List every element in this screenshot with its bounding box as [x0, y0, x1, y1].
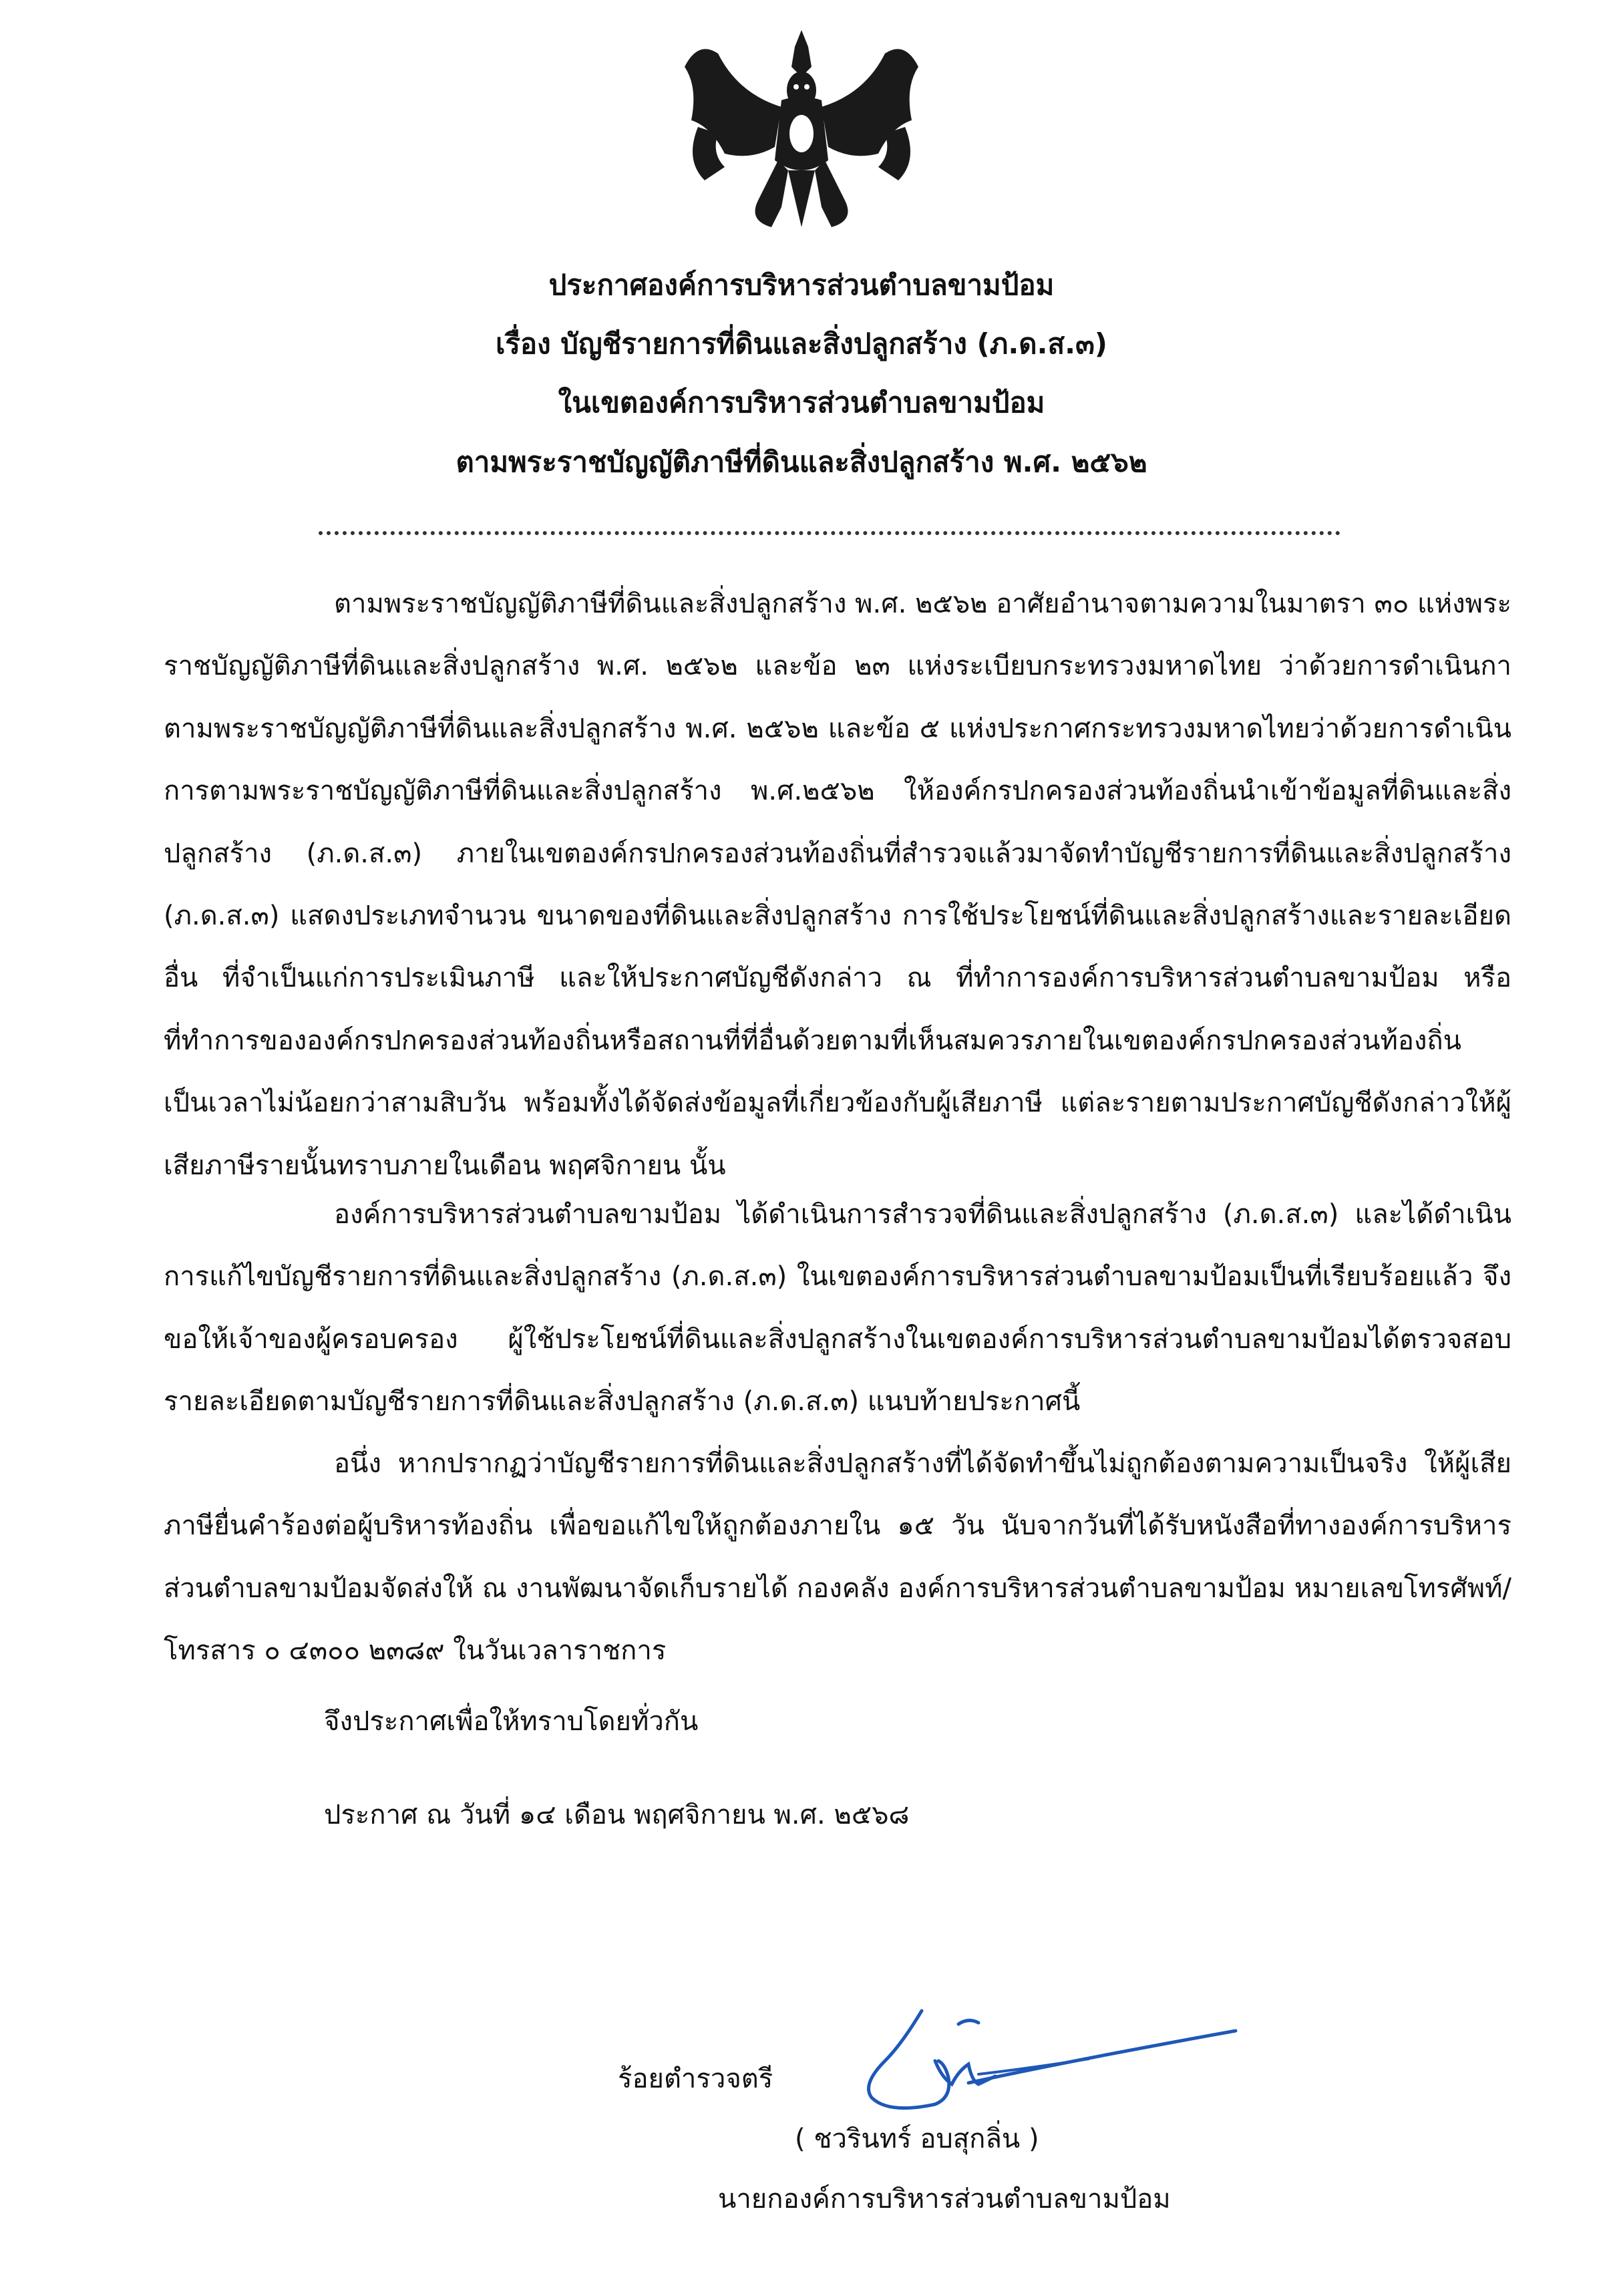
garuda-emblem — [671, 27, 932, 234]
separator-dotted-line — [319, 531, 1340, 535]
signature — [835, 1997, 1242, 2124]
body-paragraph-1: ตามพระราชบัญญัติภาษีที่ดินและสิ่งปลูกสร้าง พ.ศ. ๒๕๖๒ อาศัยอำนาจตามความในมาตรา ๓๐ แห่งพระราชบัญญัติภาษีที่ดินและสิ่งปลูกสร้าง พ.ศ. ๒๕๖๒ และข้อ ๒๓ แห่งระเบียบกระทรวงมหาดไทย ว่าด้วยการดำเนินกาตามพระราชบัญญัติภาษีที่ดินและสิ่งปลูกสร้าง พ.ศ. ๒๕๖๒ และข้อ ๕ แห่งประกาศกระทรวงมหาดไทยว่าด้วยการดำเนินการตามพระราชบัญญัติภาษีที่ดินและสิ่งปลูกสร้าง พ.ศ.๒๕๖๒ ให้องค์กรปกครองส่วนท้องถิ่นนำเข้าข้อมูลที่ดินและสิ่งปลูกสร้าง (ภ.ด.ส.๓) ภายในเขตองค์กรปกครองส่วนท้องถิ่นที่สำรวจแล้วมาจัดทำบัญชีรายการที่ดินและสิ่งปลูกสร้าง (ภ.ด.ส.๓) แสดงประเภทจำนวน ขนาดของที่ดินและสิ่งปลูกสร้าง การใช้ประโยชน์ที่ดินและสิ่งปลูกสร้างและรายละเอียดอื่น ที่จำเป็นแก่การประเมินภาษี และให้ประกาศบัญชีดังกล่าว ณ ที่ทำการองค์การบริหารส่วนตำบลขามป้อม หรือที่ทำการขององค์กรปกครองส่วนท้องถิ่นหรือสถานที่ที่อื่นด้วยตามที่เห็นสมควรภายในเขตองค์กรปกครองส่วนท้องถิ่น เป็นเวลาไม่น้อยกว่าสามสิบวัน พร้อมทั้งได้จัดส่งข้อมูลที่เกี่ยวข้องกับผู้เสียภาษี แต่ละรายตามประกาศบัญชีดังกล่าวให้ผู้เสียภาษีรายนั้นทราบภายในเดือน พฤศจิกายน นั้น — [164, 589, 1511, 1181]
announcement-subject: เรื่อง บัญชีรายการที่ดินและสิ่งปลูกสร้าง (ภ.ด.ส.๓) — [495, 327, 1108, 360]
announcement-legal-basis: ตามพระราชบัญญัติภาษีที่ดินและสิ่งปลูกสร้าง พ.ศ. ๒๕๖๒ — [456, 446, 1147, 478]
signatory-position: นายกองค์การบริหารส่วนตำบลขามป้อม — [718, 2184, 1171, 2215]
closing-statement: จึงประกาศเพื่อให้ทราบโดยทั่วกัน — [324, 1706, 699, 1737]
announcement-date: ประกาศ ณ วันที่ ๑๔ เดือน พฤศจิกายน พ.ศ. ๒๕๖๘ — [324, 1800, 910, 1830]
signatory-rank: ร้อยตำรวจตรี — [618, 2064, 773, 2094]
body-paragraph-3: อนึ่ง หากปรากฏว่าบัญชีรายการที่ดินและสิ่งปลูกสร้างที่ได้จัดทำขึ้นไม่ถูกต้องตามความเป็นจริง ให้ผู้เสียภาษียื่นคำร้องต่อผู้บริหารท้องถิ่น เพื่อขอแก้ไขให้ถูกต้องภายใน ๑๕ วัน นับจากวันที่ได้รับหนังสือที่ทางองค์การบริหารส่วนตำบลขามป้อมจัดส่งให้ ณ งานพัฒนาจัดเก็บรายได้ กองคลัง องค์การบริหารส่วนตำบลขามป้อม หมายเลขโทรศัพท์/โทรสาร ๐ ๔๓๐๐ ๒๓๘๙ ในวันเวลาราชการ — [164, 1448, 1511, 1667]
signatory-name: ( ชวรินทร์ อบสุกลิ่น ) — [795, 2124, 1039, 2154]
announcement-title: ประกาศองค์การบริหารส่วนตำบลขามป้อม — [548, 269, 1055, 301]
body-paragraph-2: องค์การบริหารส่วนตำบลขามป้อม ได้ดำเนินการสำรวจที่ดินและสิ่งปลูกสร้าง (ภ.ด.ส.๓) และได้ดำเนินการแก้ไขบัญชีรายการที่ดินและสิ่งปลูกสร้าง (ภ.ด.ส.๓) ในเขตองค์การบริหารส่วนตำบลขามป้อมเป็นที่เรียบร้อยแล้ว จึงขอให้เจ้าของผู้ครอบครอง ผู้ใช้ประโยชน์ที่ดินและสิ่งปลูกสร้างในเขตองค์การบริหารส่วนตำบลขามป้อมได้ตรวจสอบรายละเอียดตามบัญชีรายการที่ดินและสิ่งปลูกสร้าง (ภ.ด.ส.๓) แนบท้ายประกาศนี้ — [164, 1199, 1511, 1418]
announcement-jurisdiction: ในเขตองค์การบริหารส่วนตำบลขามป้อม — [558, 386, 1045, 419]
